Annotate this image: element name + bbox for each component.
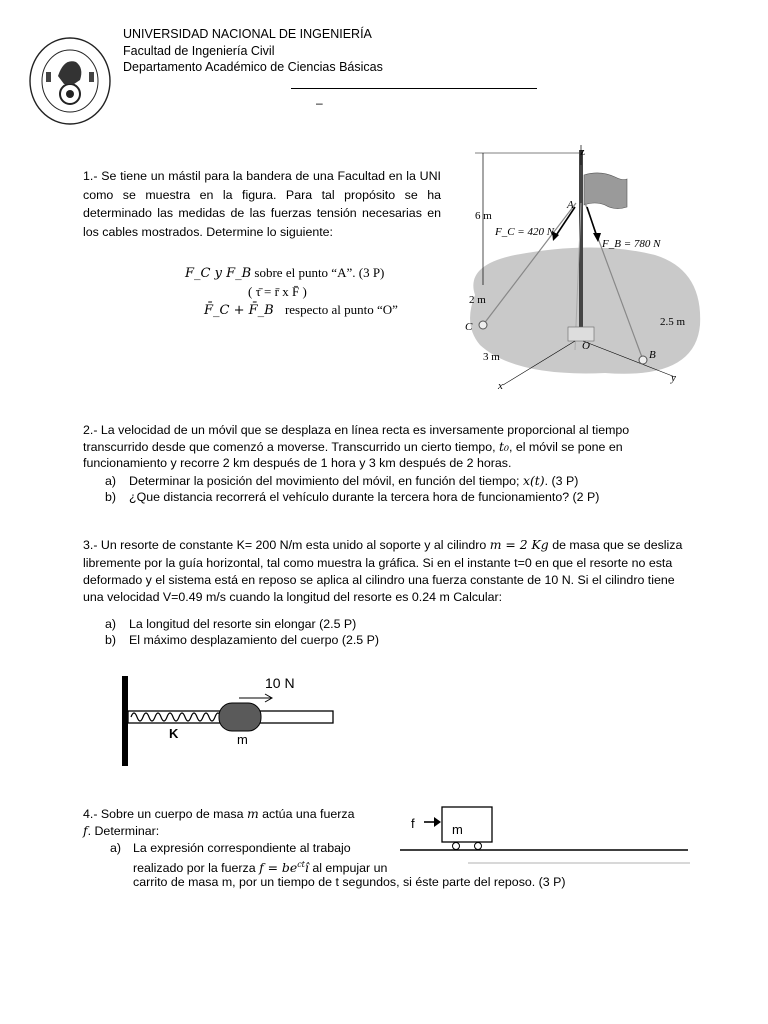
problem4-item-a-line1: La expresión correspondiente al trabajo [133,841,351,855]
label-c: C [465,321,473,333]
label-a: A [567,199,574,211]
problem4-a2-math: f = be [259,860,298,876]
mast-base [568,327,594,341]
problem4-a2-text: realizado por la fuerza [133,861,256,876]
problem4-a2-end: al empujar un [312,861,388,876]
eq3-text: respecto al punto “O” [284,302,398,317]
problem1-statement: 1.- Se tiene un mástil para la bandera de una Facultad en la UNI como se muestra en la figura. Para tal propósito se ha determinado las medidas de las fuerzas tensión necesarias en los cables mostrados. Determine lo siguiente: [83,169,441,239]
problem4-line2-math: f [83,823,88,838]
problem4-item-a-line3: carrito de masa m, por un tiempo de t segundos, si éste parte del reposo. (3 P) [133,875,566,889]
label-cart-m: m [452,822,463,837]
label-m: m [237,732,248,747]
problem1-eq3 [204,302,398,318]
problem2-item-b-label: b) [105,490,117,504]
problem3-line4: una velocidad V=0.49 m/s cuando la longitud del resorte es 0.24 m Calcular: [83,590,503,604]
label-x: x [498,380,503,392]
problem2-item-a-math: x(t) [522,473,545,488]
header-dash: – [316,96,323,110]
problem1-eq1 [185,265,384,281]
problem4-line1-a: 4.- Sobre un cuerpo de masa [83,807,244,821]
label-fc: F_C = 420 N [495,226,555,238]
wall-support [122,676,128,766]
problem3-line1-a: 3.- Un resorte de constante K= 200 N/m esta unido al soporte y al cilindro [83,538,487,552]
cylinder-mass [219,703,261,731]
problem2-item-b-text: ¿Que distancia recorrerá el vehículo durante la tercera hora de funcionamiento? (2 P) [129,490,600,504]
university-seal [28,36,112,126]
problem4-a2-i: î [304,860,309,876]
label-z: z [580,146,585,158]
problem4-line2-b: . Determinar: [87,824,160,838]
problem2-item-a-main: Determinar la posición del movimiento del móvil, en función del tiempo; [129,474,520,488]
problem4-line1-b: actúa una fuerza [262,807,355,821]
problem1-eq2: ( τ̄ = r̄ x F̄ ) [248,284,307,299]
department-name: Departamento Académico de Ciencias Básicas [123,60,383,74]
problem2-line1: 2.- La velocidad de un móvil que se desplaza en línea recta es inversamente proporcional al tiempo [83,423,630,437]
faculty-name: Facultad de Ingeniería Civil [123,44,275,58]
label-2-5m: 2.5 m [660,316,686,328]
problem3-line3: deformado y el sistema está en reposo se aplica al cilindro una fuerza constante de 10 N. Si el cilindro tiene [83,573,675,587]
problem3-line1 [83,536,696,555]
cart-body [442,807,492,842]
problem2-line2-b: , el móvil se pone en [508,440,623,454]
problem2-line2-a: transcurrido desde que comenzó a moverse. Transcurrido un cierto tiempo, [83,440,496,454]
problem3-item-b-text: El máximo desplazamiento del cuerpo (2.5 P) [129,633,379,647]
label-b: B [649,349,656,361]
eq1-math: F_C y F_B [185,266,252,281]
problem3-line2: libremente por la guía horizontal, tal como muestra la gráfica. Si en el instante t=0 en que el resorte no esta [83,556,673,570]
problem2-item-a-text [129,473,578,489]
university-name: UNIVERSIDAD NACIONAL DE INGENIERÍA [123,27,372,41]
problem2-item-a-end: . (3 P) [544,474,579,488]
header-rule [291,88,537,89]
label-k: K [169,726,179,741]
problem2-line3: funcionamiento y recorre 2 km después de 1 hora y 3 km después de 2 horas. [83,456,512,470]
label-y: y [671,372,676,384]
problem4-item-a-label: a) [110,841,122,855]
problem2-item-a-label: a) [105,474,117,488]
problem3-item-a-text: La longitud del resorte sin elongar (2.5 P) [129,617,357,631]
cart-wheel-left [453,843,460,850]
eq1-text: sobre el punto “A”. (3 P) [254,265,385,280]
problem4-line2 [83,822,159,841]
eq3-math: F̄_C + F̄_B [204,303,274,318]
flag [584,173,627,209]
fb-arrow [587,207,597,237]
label-3m: 3 m [483,351,500,363]
label-2m: 2 m [469,294,486,306]
problem2-line2-math: t₀ [499,439,509,454]
cart-wheel-right [475,843,482,850]
problem3-item-a-label: a) [105,617,117,631]
problem3-line1-math: m = 2 Kg [489,537,549,552]
label-force: 10 N [265,675,295,691]
problem4-line1 [83,805,354,824]
spring-mass-figure [115,670,345,770]
flagpole-figure [455,145,705,395]
cart-figure [400,800,700,870]
fc-arrow [555,207,575,237]
label-fb: F_B = 780 N [602,238,661,250]
problem4-a2-sup: ct [297,860,305,869]
problem4-line1-math: m [246,806,259,821]
label-height: 6 m [475,210,492,222]
label-f: f [411,816,415,831]
label-o: O [582,340,590,352]
problem3-line1-b: de masa que se desliza [552,538,683,552]
problem3-item-b-label: b) [105,633,117,647]
ground-patch [470,248,700,374]
